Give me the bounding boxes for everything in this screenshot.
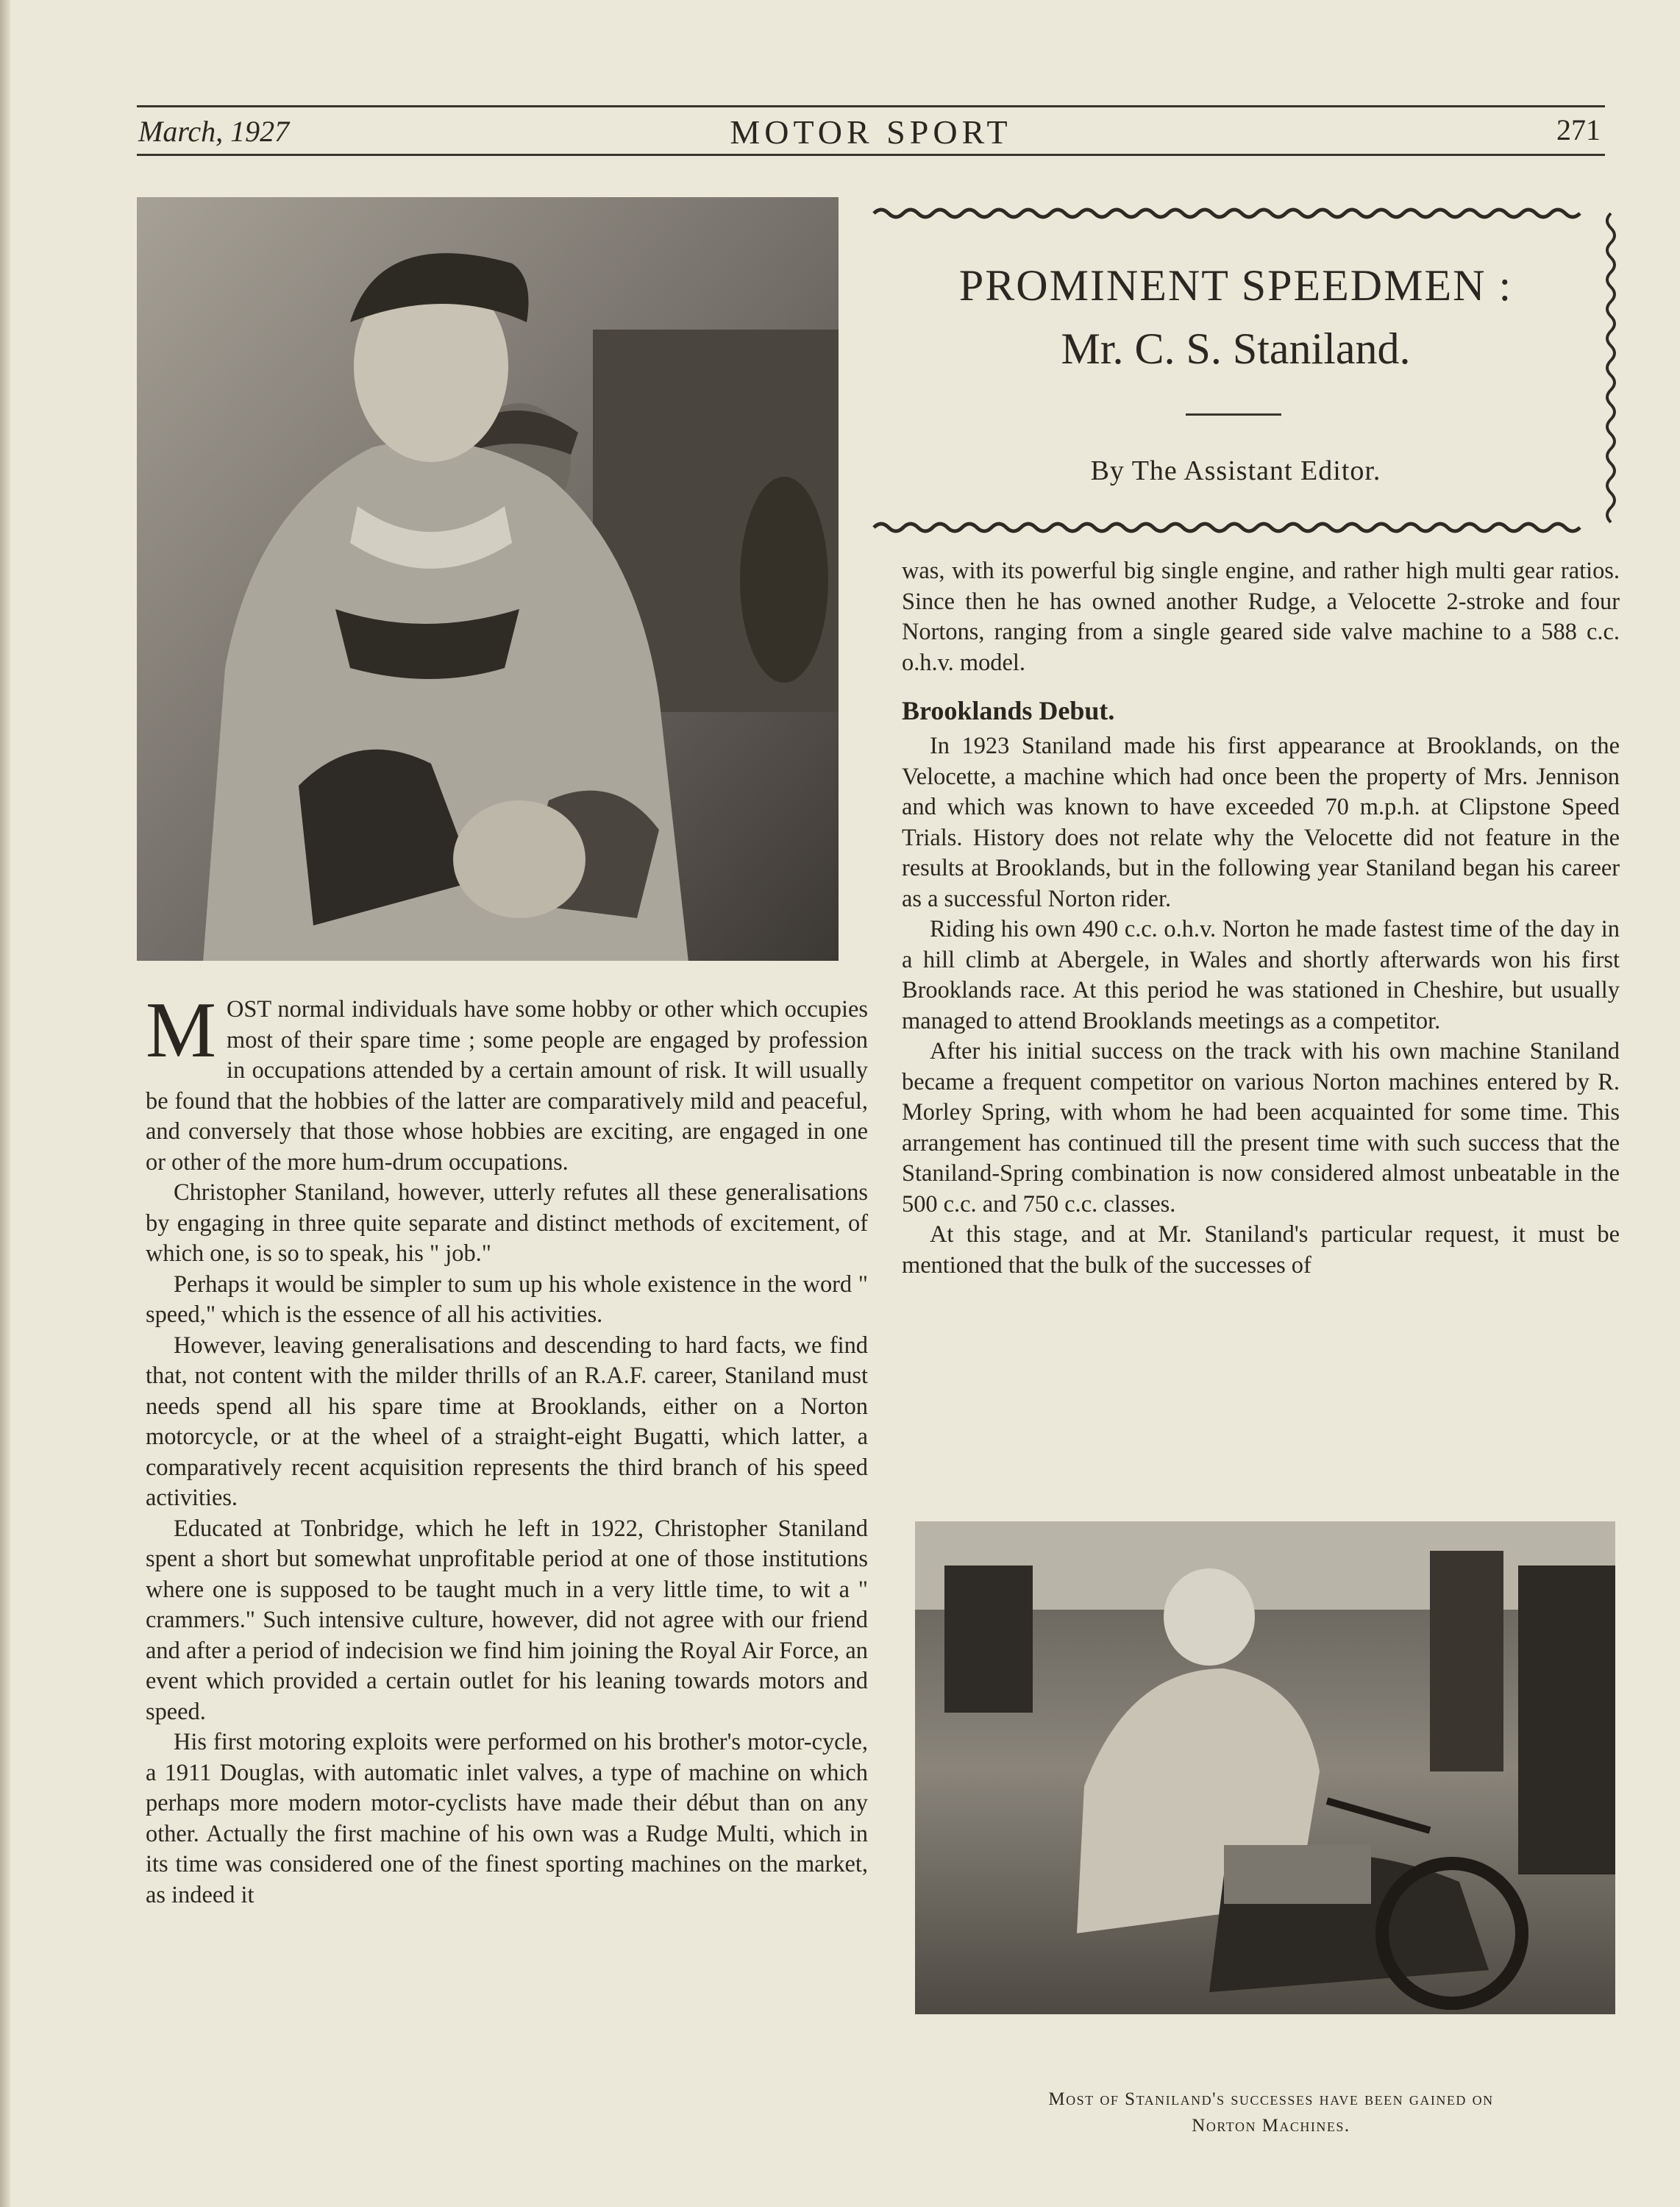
paragraph-8: In 1923 Staniland made his first appearance at Brooklands, on the Velocette, a machine which had once been the property of Mrs. Jennison and which was known to have exceeded 70 m.p.h. at Clipstone Speed Trials. History does not relate why the Velocette did not feature in the results at Brooklands, but in the following year Staniland began his career as a successful Norton rider.: [902, 733, 1620, 912]
title-rule: [1186, 413, 1281, 416]
paragraph-9: Riding his own 490 c.c. o.h.v. Norton he made fastest time of the day in a hill climb at Abergele, in Wales and shortly afterwards won his first Brooklands race. At this period he was stationed in Cheshire, but usually managed to attend Brooklands meetings as a competitor.: [902, 916, 1620, 1034]
header-bottom-rule: [137, 154, 1605, 156]
drop-cap: M: [146, 987, 217, 1074]
caption-line-2: Norton Machines.: [1192, 2116, 1350, 2136]
page-edge: [0, 0, 10, 2207]
paragraph-11: At this stage, and at Mr. Staniland's particular request, it must be mentioned that the bulk of the successes of: [902, 1221, 1620, 1279]
motorcycle-photo-image: [915, 1521, 1615, 2014]
portrait-photo: [137, 197, 839, 961]
paragraph-4: However, leaving generalisations and descending to hard facts, we find that, not content with the milder thrills of an R.A.F. career, Staniland must needs spend all his spare time at Brooklands, either on a Norton motorcycle, or at the wheel of a straight-eight Bugatti, which latter, a comparatively recent acquisition represents the third branch of his speed activities.: [146, 1332, 868, 1511]
paragraph-6: His first motoring exploits were performed on his brother's motor-cycle, a 1911 Douglas, with automatic inlet valves, a type of machine on which perhaps more modern motor-cyclists have made their début than on any other. Actually the first machine of his own was a Rudge Multi, which in its time was considered one of the finest sporting machines on the market, as indeed it: [146, 1729, 868, 1908]
photo-caption: [909, 2086, 1633, 2139]
paragraph-7: was, with its powerful big single engine, and rather high multi gear ratios. Since then he has owned another Rudge, a Velocette 2-stroke and four Nortons, ranging from a single geared side valve machine to a 588 c.c. o.h.v. model.: [902, 558, 1620, 676]
paragraph-2: Christopher Staniland, however, utterly refutes all these generalisations by engaging in three quite separate and distinct methods of excitement, of which one, is so to speak, his " job.": [146, 1179, 868, 1267]
paragraph-1: MOST normal individuals have some hobby or other which occupies most of their spare time ; some people are engaged by profession in occupations attended by a certain amount of risk. It will usually be found that the hobbies of the latter are comparatively mild and peaceful, and conversely that those whose hobbies are exciting, are engaged in one or other of the more hum-drum occupations.: [146, 987, 868, 1176]
issue-date: March, 1927: [138, 115, 290, 148]
header-top-rule: [137, 105, 1605, 107]
magazine-title: MOTOR SPORT: [730, 113, 1012, 151]
running-header: [137, 105, 1605, 157]
caption-line-1: Most of Staniland's successes have been gained on: [1048, 2089, 1494, 2109]
portrait-photo-image: [137, 197, 839, 961]
paragraph-3: Perhaps it would be simpler to sum up his whole existence in the word " speed," which is the essence of all his activities.: [146, 1270, 868, 1328]
page-number: 271: [1556, 113, 1601, 146]
motorcycle-photo: [915, 1521, 1615, 2014]
paragraph-10: After his initial success on the track with his own machine Staniland became a frequent competitor on various Norton machines entered by R. Morley Spring, with whom he had been acquainted for some time. This arrangement has continued till the present time with such success that the Staniland-Spring combination is now considered almost unbeatable in the 500 c.c. and 750 c.c. classes.: [902, 1038, 1620, 1218]
article-title: PROMINENT SPEEDMEN :: [958, 261, 1513, 310]
subheading-brooklands-debut: Brooklands Debut.: [902, 696, 1115, 725]
left-column: [146, 987, 868, 1911]
byline: By The Assistant Editor.: [1090, 455, 1381, 486]
article-subtitle: Mr. C. S. Staniland.: [1061, 324, 1411, 373]
paragraph-5: Educated at Tonbridge, which he left in 1922, Christopher Staniland spent a short but somewhat unprofitable period at one of those institutions where one is supposed to be taught much in a very little time, to wit a " crammers." Such intensive culture, however, did not agree with our friend and after a period of indecision we find him joining the Royal Air Force, an event which provided a certain outlet for his leaning towards motors and speed.: [146, 1515, 868, 1725]
title-box: [868, 193, 1618, 546]
right-column: [902, 556, 1620, 1281]
